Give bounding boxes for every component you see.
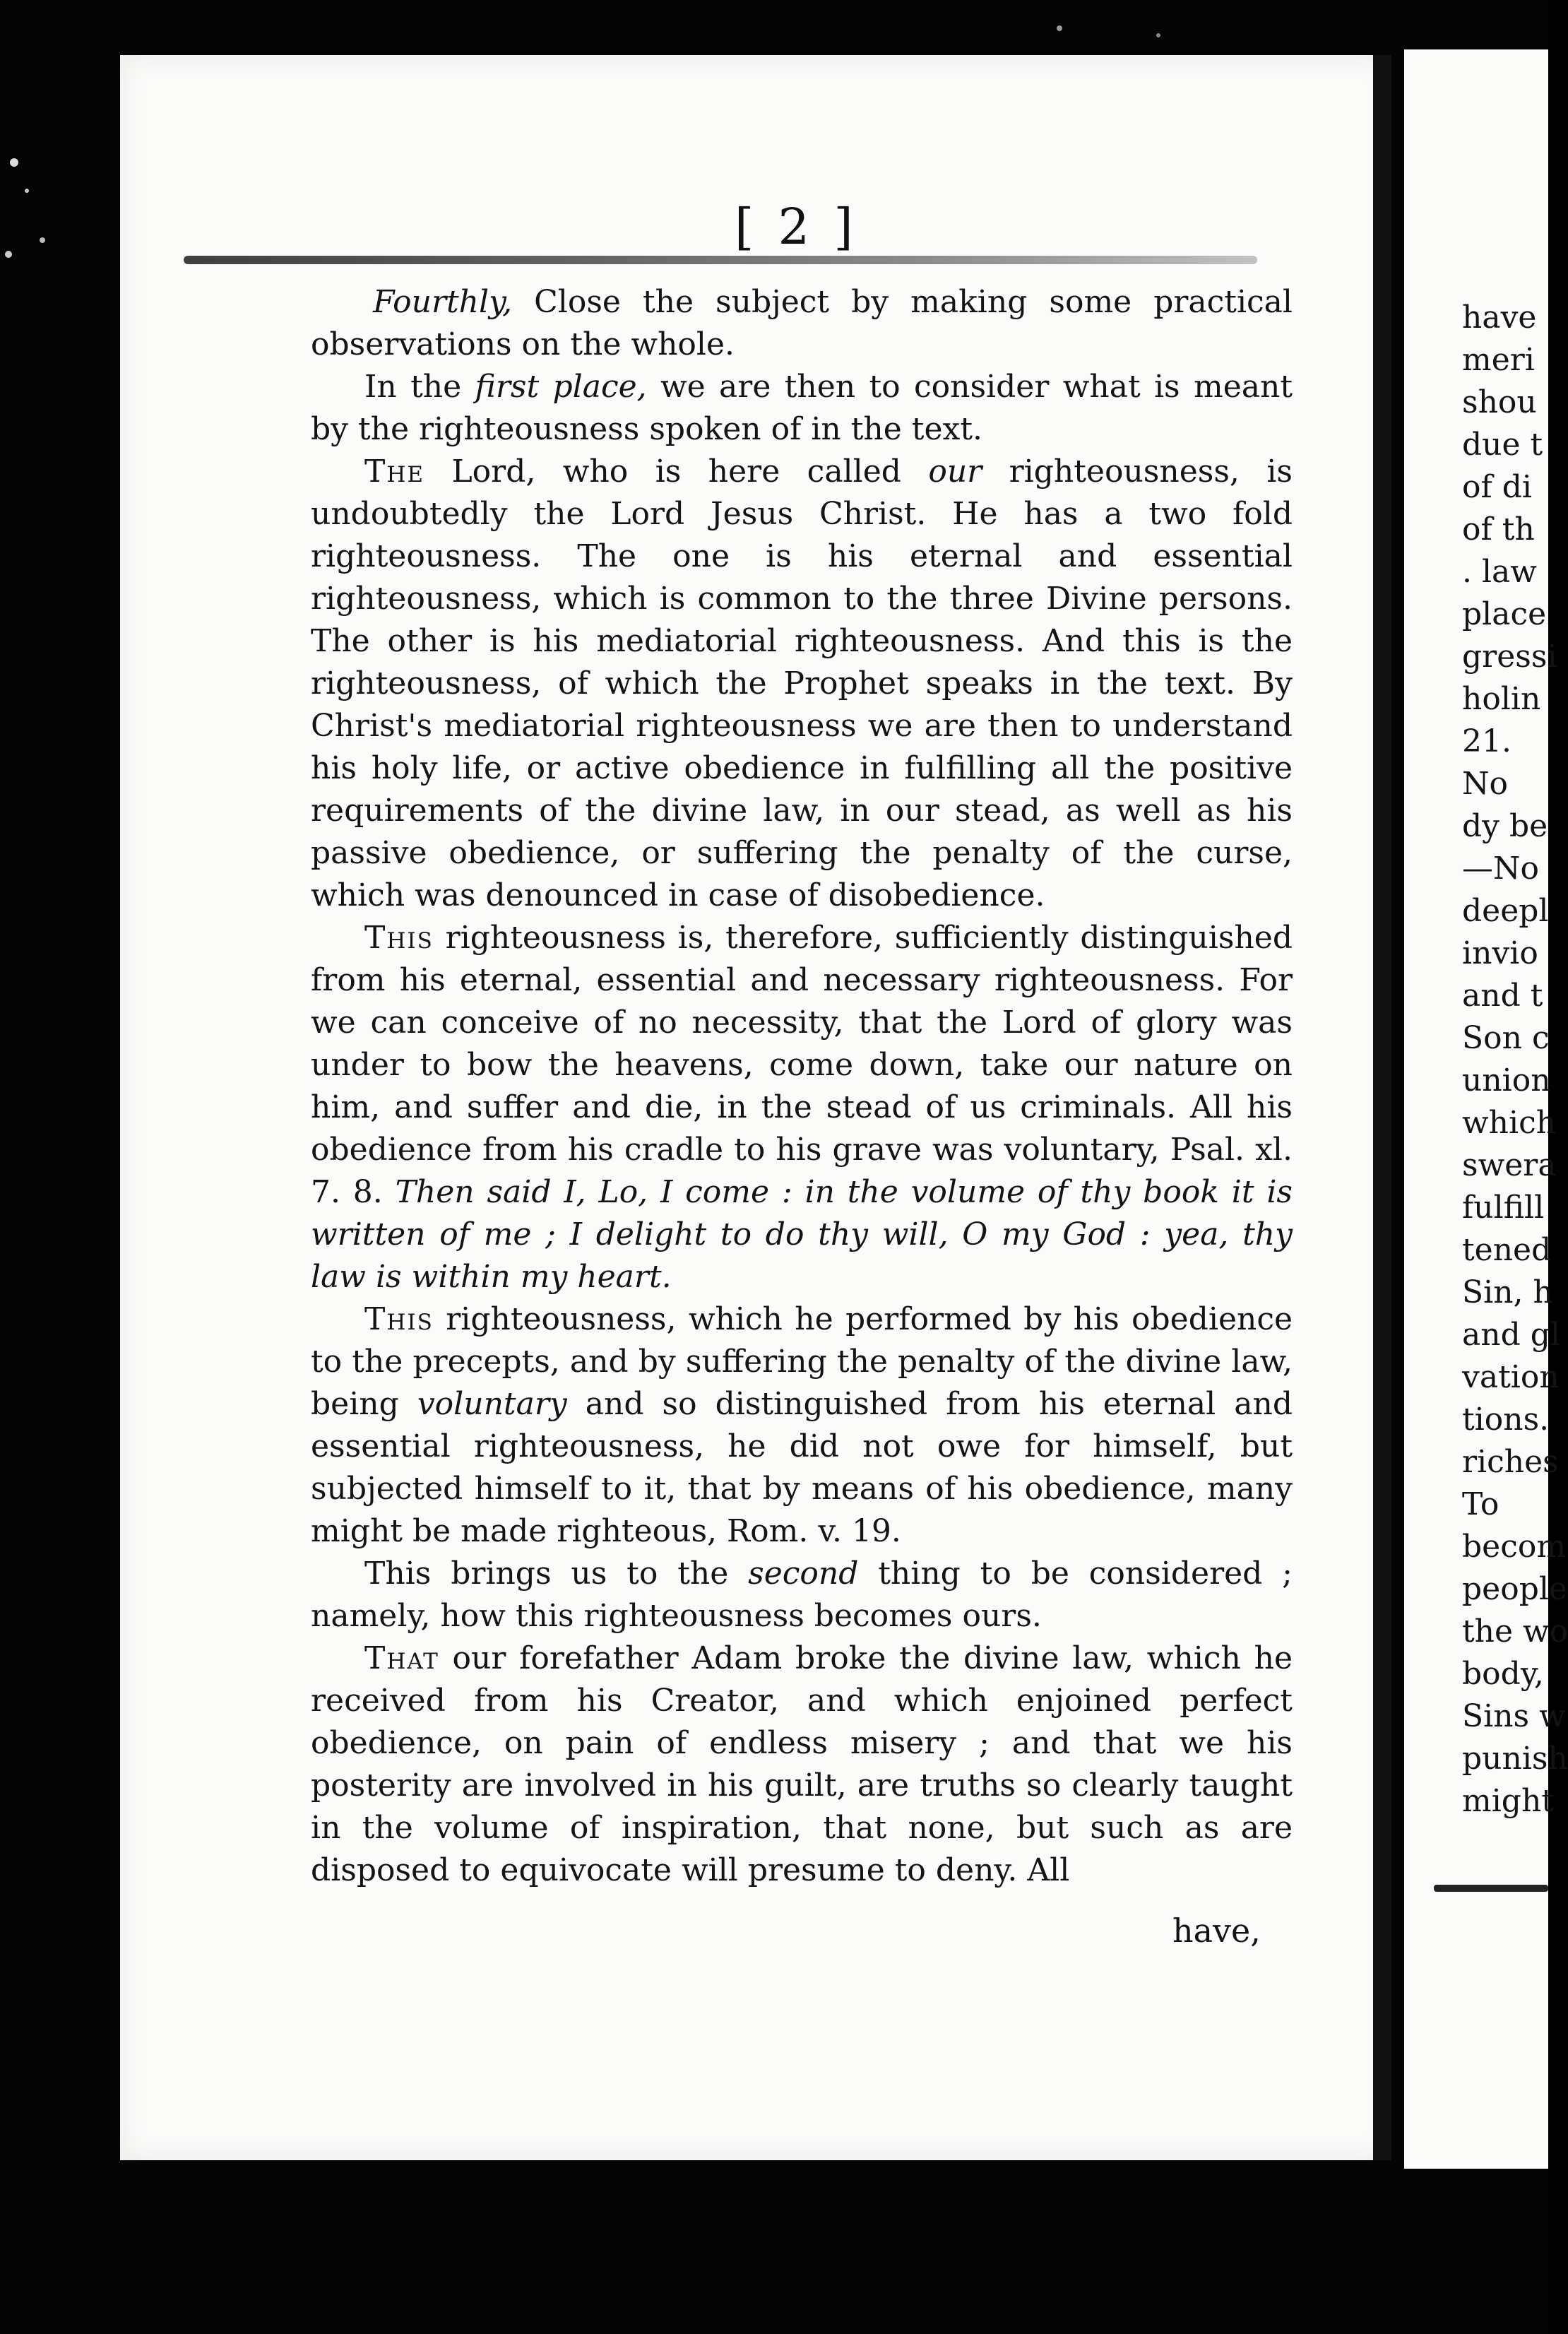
right-column-line: and gl	[1462, 1317, 1560, 1353]
paragraph-3-text: Lord, who is here called	[424, 454, 929, 490]
right-column-line: punish	[1462, 1741, 1568, 1777]
paragraph-1-lead: Fourthly,	[373, 284, 513, 320]
right-column-line: fulfill	[1462, 1190, 1545, 1226]
right-page-rule	[1434, 1885, 1548, 1892]
right-column-line: place	[1462, 596, 1547, 632]
paragraph-6-em: second	[748, 1556, 859, 1592]
right-column-line: becom	[1462, 1529, 1567, 1565]
right-page-column	[1462, 297, 1568, 1823]
right-column-line: invio	[1462, 935, 1538, 971]
right-column-line: have	[1462, 300, 1537, 336]
right-column-line: and t	[1462, 978, 1543, 1014]
paragraph-6-pre: This brings us to the	[364, 1556, 749, 1592]
paragraph-3-smallcaps: The	[364, 454, 425, 490]
paragraph-1	[311, 281, 1293, 366]
paragraph-4	[311, 917, 1293, 1298]
catchword: have,	[1172, 1912, 1261, 1950]
paragraph-4-text: righteousness is, therefore, sufficiently distinguished from his eternal, essential and necessary righteousness. For we can conceive of no necessity, that the Lord of glory was under to bow the heavens, come down, take our nature on him, and suffer and die, in the stead of us criminals. All his obedience from his cradle to his grave was voluntary, Psal. xl. 7. 8.	[311, 920, 1293, 1210]
paragraph-2-em: first place,	[475, 369, 647, 405]
right-column-line: Sin, h	[1462, 1274, 1553, 1310]
right-column-line: which	[1462, 1105, 1557, 1141]
right-column-line: vation	[1462, 1359, 1560, 1395]
right-column-line: body,	[1462, 1656, 1544, 1692]
page-gutter	[1373, 55, 1391, 2160]
right-column-line: To	[1462, 1486, 1499, 1522]
right-column-line: shou	[1462, 384, 1537, 420]
header-rule	[184, 256, 1257, 264]
paragraph-4-em: Then said I, Lo, I come : in the volume of thy book it is written of me ; I delight to do thy will, O my God : yea, thy law is within my heart.	[311, 1174, 1293, 1295]
paragraph-4-smallcaps: This	[364, 920, 434, 956]
right-column-line: Son c	[1462, 1020, 1550, 1056]
right-column-line: meri	[1462, 342, 1535, 378]
right-column-line: —No	[1462, 851, 1539, 887]
right-column-line: gressi	[1462, 639, 1557, 675]
right-column-line: No	[1462, 766, 1508, 802]
paragraph-7	[311, 1637, 1293, 1892]
paragraph-5-smallcaps: This	[364, 1301, 434, 1337]
page-header	[184, 198, 1271, 268]
right-column-line: dy be	[1462, 808, 1548, 844]
right-column-line: union	[1462, 1062, 1551, 1098]
right-column-line: might	[1462, 1783, 1554, 1819]
paragraph-5-text: righteousness, which he performed by his obedience to the precepts, and by suffering the penalty of the divine law, being	[311, 1301, 1293, 1422]
right-column-line: deepl	[1462, 893, 1549, 929]
paragraph-2-post: we are then to consider what is meant by the righteousness spoken of in the text.	[311, 369, 1293, 447]
page-number: [ 2 ]	[735, 198, 857, 256]
right-column-line: . law	[1462, 554, 1537, 590]
right-column-line: of di	[1462, 469, 1532, 505]
paragraph-2-pre: In the	[364, 369, 475, 405]
right-column-line: the wo	[1462, 1613, 1568, 1649]
right-column-line: Sins w	[1462, 1698, 1566, 1734]
paragraph-1-text: Close the subject by making some practical observations on the whole.	[311, 284, 1293, 362]
right-column-line: tened	[1462, 1232, 1552, 1268]
paragraph-7-smallcaps: That	[364, 1640, 439, 1676]
right-column-line: swera	[1462, 1147, 1557, 1183]
right-column-line: due t	[1462, 427, 1543, 463]
right-column-line: of th	[1462, 511, 1535, 547]
paragraph-5-em: voluntary	[417, 1386, 567, 1422]
right-column-line: tions.	[1462, 1402, 1550, 1438]
paragraph-3	[311, 451, 1293, 917]
right-column-line: holin	[1462, 681, 1541, 717]
right-column-line: people	[1462, 1571, 1567, 1607]
paragraph-7-text: our forefather Adam broke the divine law, which he received from his Creator, and which enjoined perfect obedience, on pain of endless misery ; and that we his posterity are involved in his guilt, are truths so clearly taught in the volume of inspiration, that none, but such as are disposed to equivocate will presume to deny. All	[311, 1640, 1293, 1888]
paragraph-3-post: righteousness, is undoubtedly the Lord Jesus Christ. He has a two fold righteousness. The one is his eternal and essential righteousness, which is common to the three Divine persons. The other is his mediatorial righteousness. And this is the righteousness, of which the Prophet speaks in the text. By Christ's mediatorial righteousness we are then to understand his holy life, or active obedience in fulfilling all the positive requirements of the divine law, in our stead, as well as his passive obedience, or suffering the penalty of the curse, which was denounced in case of disobedience.	[311, 454, 1293, 913]
paragraph-3-em: our	[928, 454, 982, 490]
paragraph-6	[311, 1553, 1293, 1637]
right-column-line: 21.	[1462, 723, 1511, 759]
right-column-line: riches	[1462, 1444, 1559, 1480]
paragraph-2	[311, 366, 1293, 451]
paragraph-5-post: and so distinguished from his eternal and essential righteousness, he did not owe for himself, but subjected himself to it, that by means of his obedience, many might be made righteous, Rom. v. 19.	[311, 1386, 1293, 1549]
body-text	[311, 281, 1293, 1892]
paragraph-5	[311, 1298, 1293, 1553]
paragraph-6-post: thing to be considered ; namely, how this righteousness becomes ours.	[311, 1556, 1293, 1634]
